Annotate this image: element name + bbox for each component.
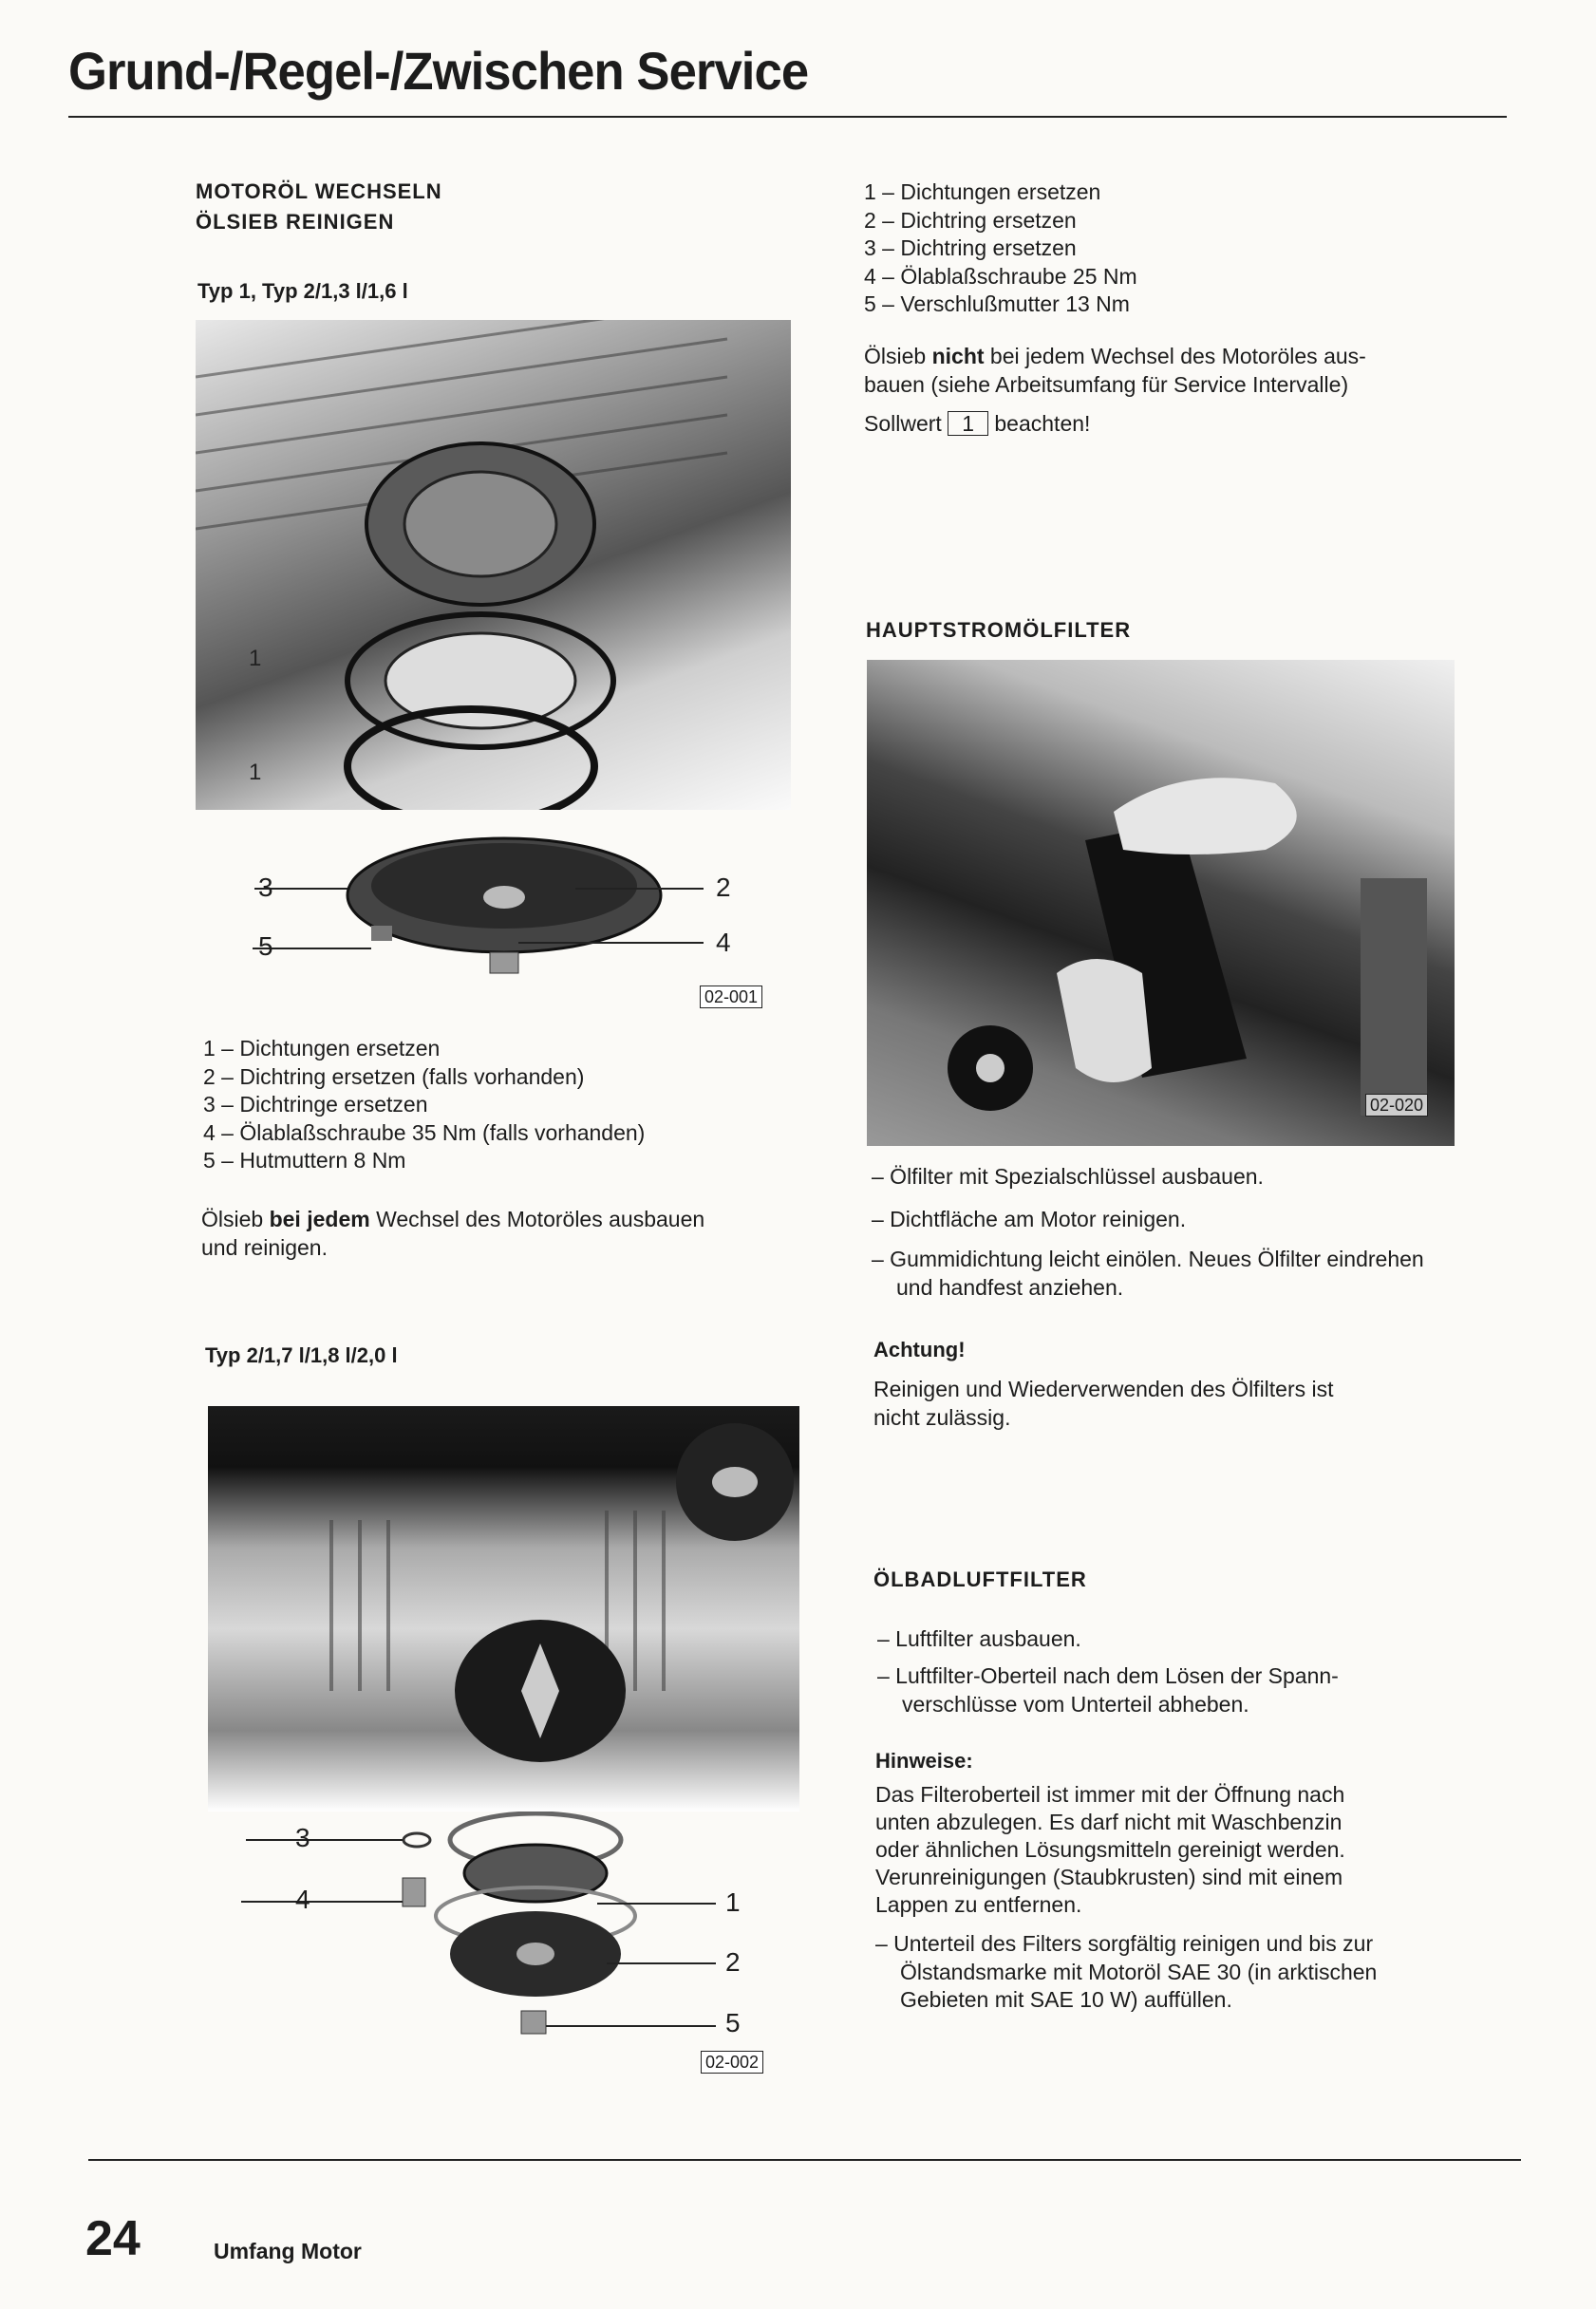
heading-hauptstromoelfilter: HAUPTSTROMÖLFILTER (866, 618, 1132, 642)
callout-2: 2 (716, 873, 731, 902)
callout-5: 5 (258, 931, 273, 961)
list-item: 1 – Dichtungen ersetzen (203, 1036, 441, 1061)
note-text: bei jedem Wechsel des Motoröles aus- (984, 344, 1366, 368)
hinweise-line: Lappen zu entfernen. (875, 1892, 1082, 1917)
page-number: 24 (85, 2211, 141, 2266)
footer-section: Umfang Motor (214, 2239, 362, 2263)
page-title: Grund-/Regel-/Zwischen Service (68, 41, 809, 101)
figure-1-photo (196, 320, 791, 810)
callout-3: 3 (295, 1823, 310, 1852)
note-text: Ölsieb (864, 344, 932, 368)
type-heading-2: Typ 2/1,7 l/1,8 l/2,0 l (205, 1343, 398, 1367)
list-item: 2 – Dichtring ersetzen (falls vorhanden) (203, 1063, 585, 1089)
achtung-line: Reinigen und Wiederverwenden des Ölfilters ist (873, 1377, 1334, 1401)
figure-3-photo (867, 660, 1455, 1146)
callout-1b: 1 (249, 760, 262, 785)
oil-pan-illustration (196, 320, 791, 810)
figure-2-label: 02-002 (701, 2051, 763, 2074)
oil-filter-removal-illustration (867, 660, 1455, 1146)
note-text: bauen (siehe Arbeitsumfang für Service Intervalle) (864, 372, 1349, 397)
heading-oelsieb: ÖLSIEB REINIGEN (196, 210, 395, 234)
air-step: – Luftfilter ausbauen. (877, 1626, 1081, 1651)
note-oelsieb-right (864, 342, 1366, 399)
figure-1-label: 02-001 (700, 986, 762, 1008)
type-heading-1: Typ 1, Typ 2/1,3 l/1,6 l (197, 279, 408, 303)
sollwert-box: 1 (948, 411, 988, 436)
list-item: 1 – Dichtungen ersetzen (864, 179, 1101, 204)
hinweise-line: Verunreinigungen (Staubkrusten) sind mit einem (875, 1865, 1343, 1889)
hinweise-line: oder ähnlichen Lösungsmitteln gereinigt werden. (875, 1837, 1345, 1862)
filter-step: – Dichtfläche am Motor reinigen. (872, 1207, 1187, 1231)
callout-4: 4 (716, 928, 731, 957)
final-step: – Unterteil des Filters sorgfältig reinigen und bis zur Ölstandsmarke mit Motoröl SAE 30 (in arktischen Gebieten mit SAE 10 W) auffüllen. (875, 1931, 1378, 2012)
callout-4: 4 (295, 1885, 310, 1914)
callout-5: 5 (725, 2008, 741, 2037)
callout-3: 3 (258, 873, 273, 902)
air-step: – Luftfilter-Oberteil nach dem Lösen der Spann-verschlüsse vom Unterteil abheben. (877, 1663, 1339, 1717)
footer-rule (88, 2159, 1521, 2161)
list-item: 4 – Ölablaßschraube 25 Nm (864, 263, 1137, 289)
sollwert-text: beachten! (994, 411, 1091, 436)
note-text: Ölsieb (201, 1207, 270, 1231)
engine-sump-illustration (208, 1406, 799, 1812)
hinweise-title: Hinweise: (875, 1749, 973, 1773)
list-item: 5 – Hutmuttern 8 Nm (203, 1148, 406, 1173)
callout-2: 2 (725, 1947, 741, 1977)
parts-list-1 (203, 1035, 645, 1175)
hinweise-line: unten abzulegen. Es darf nicht mit Waschbenzin (875, 1810, 1343, 1834)
list-item: 2 – Dichtring ersetzen (864, 207, 1077, 233)
list-item: 5 – Verschlußmutter 13 Nm (864, 291, 1130, 316)
figure-1-diagram (196, 810, 791, 1000)
achtung-title: Achtung! (873, 1338, 966, 1361)
note-text: und reinigen. (201, 1235, 328, 1260)
list-item: 3 – Dichtringe ersetzen (203, 1092, 428, 1117)
note-bold: bei jedem (269, 1207, 370, 1231)
heading-motoroel: MOTORÖL WECHSELN (196, 179, 442, 203)
heading-oelbadluftfilter: ÖLBADLUFTFILTER (873, 1567, 1087, 1591)
list-item: 4 – Ölablaßschraube 35 Nm (falls vorhanden) (203, 1119, 646, 1145)
callout-1: 1 (725, 1887, 741, 1917)
figure-2-photo (208, 1406, 799, 1812)
achtung-line: nicht zulässig. (873, 1405, 1011, 1430)
filter-step: – Gummidichtung leicht einölen. Neues Ölfilter eindrehen und handfest anziehen. (872, 1247, 1424, 1300)
filter-step: – Ölfilter mit Spezialschlüssel ausbauen. (872, 1164, 1264, 1189)
figure-3-label: 02-020 (1365, 1094, 1428, 1117)
callout-1a: 1 (249, 646, 262, 671)
header-rule (68, 116, 1507, 118)
oil-strainer-parts-illustration (196, 810, 791, 1000)
note-text: Wechsel des Motoröles ausbauen (369, 1207, 705, 1231)
note-oelsieb-left (201, 1205, 704, 1262)
sollwert-label: Sollwert (864, 411, 942, 436)
sollwert-line (864, 409, 1090, 438)
achtung-text (873, 1375, 1334, 1432)
hinweise-line: Das Filteroberteil ist immer mit der Öffnung nach (875, 1782, 1345, 1807)
hinweise-text (875, 1781, 1345, 1919)
figure-2-diagram (208, 1812, 799, 2049)
list-item: 3 – Dichtring ersetzen (864, 235, 1077, 260)
parts-list-2 (864, 178, 1137, 319)
note-bold: nicht (931, 344, 985, 368)
